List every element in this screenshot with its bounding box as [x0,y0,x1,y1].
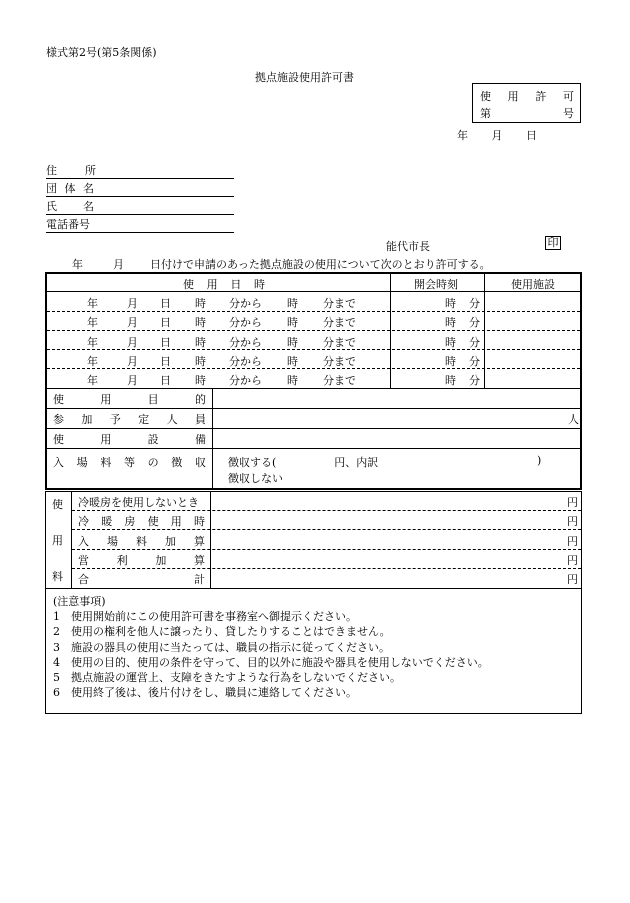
fee-amount-field[interactable] [212,571,564,587]
date-row-hour: 時 [195,354,206,368]
permission-statement: 年 月 日付けで申請のあった拠点施設の使用について次のとおり許可する。 [72,258,491,271]
date-row-open-hour: 時 [445,335,456,349]
date-row-month: 月 [127,374,138,388]
date-row-hour: 時 [195,316,206,330]
group-name-field[interactable]: 団 体 名 [46,180,234,197]
date-row-day: 日 [160,316,171,330]
date-row-day: 日 [160,374,171,388]
note-item: 1 使用開始前にこの使用許可書を事務室へ御提示ください。 [53,610,357,624]
date-row-hour2: 時 [287,316,298,330]
date-row[interactable] [47,372,580,388]
date-row-open-hour: 時 [445,297,456,310]
fee-table [45,491,582,589]
notes-box [45,589,582,714]
attendees-field[interactable] [213,409,568,427]
header-facility: 使用施設 [511,278,555,291]
date-row-open-min: 分 [469,316,480,330]
date-row-year: 年 [87,297,98,310]
date-row-month: 月 [127,316,138,330]
date-row-until: 分まで [323,374,356,388]
date-row[interactable] [47,314,580,330]
date-row-from: 分から [229,335,262,349]
permit-number-row: 第 号 [480,107,574,120]
date-row-open-min: 分 [469,374,480,388]
date-row-day: 日 [160,354,171,368]
date-row-year: 年 [87,316,98,330]
issue-date: 年 月 日 [457,129,537,142]
fee-row-label: 入 場 料 加 算 [78,534,205,548]
date-row-hour: 時 [195,374,206,388]
equipment-field[interactable] [213,429,580,447]
fee-row-label: 合 計 [78,573,205,587]
fee-amount-field[interactable] [212,552,564,568]
date-row-hour2: 時 [287,335,298,349]
fee-side-label-2: 用 [52,534,63,547]
fee-collect-option[interactable]: 徴収する( 円、内訳 [228,456,379,469]
form-number: 様式第2号(第5条関係) [46,46,157,59]
date-row-year: 年 [87,374,98,388]
date-row[interactable] [47,334,580,350]
fee-unit: 円 [567,515,578,529]
date-row[interactable] [47,353,580,369]
purpose-field[interactable] [213,389,580,407]
page-title: 拠点施設使用許可書 [255,71,354,84]
fee-row-label: 冷暖房を使用しないとき [78,496,199,509]
date-row-hour2: 時 [287,297,298,310]
date-row-from: 分から [229,354,262,368]
fee-no-collect-option[interactable]: 徴収しない [228,472,283,485]
date-row-hour2: 時 [287,354,298,368]
phone-field[interactable]: 電話番号 [46,216,234,233]
date-row-open-min: 分 [469,335,480,349]
date-row-from: 分から [229,374,262,388]
date-row-until: 分まで [323,335,356,349]
fee-amount-field[interactable] [212,533,564,549]
note-item: 2 使用の権利を他人に譲ったり、貸したりすることはできません。 [53,625,391,639]
date-row-from: 分から [229,297,262,310]
header-datetime: 使 用 日 時 [183,278,265,291]
date-row[interactable] [47,295,580,311]
date-row-month: 月 [127,297,138,310]
date-row-open-hour: 時 [445,316,456,330]
date-row-month: 月 [127,335,138,349]
permit-label-row: 使 用 許 可 [480,90,574,103]
fee-unit: 円 [567,553,578,567]
date-row-hour: 時 [195,335,206,349]
usage-table [45,272,582,490]
issuer-name: 能代市長 [386,240,430,253]
name-field[interactable]: 氏 名 [46,198,234,215]
fee-collect-close: ) [537,454,542,467]
date-row-open-hour: 時 [445,374,456,388]
fee-unit: 円 [567,573,578,587]
date-row-open-hour: 時 [445,354,456,368]
date-row-hour2: 時 [287,374,298,388]
attendees-label: 参 加 予 定 人 員 [53,413,206,426]
fee-amount-field[interactable] [212,494,564,510]
fee-side-label-1: 使 [52,498,63,511]
equipment-label: 使 用 設 備 [53,433,206,446]
fee-amount-field[interactable] [212,513,564,529]
date-row-open-min: 分 [469,297,480,310]
date-row-until: 分まで [323,354,356,368]
note-item: 4 使用の目的、使用の条件を守って、目的以外に施設や器具を使用しないでください。 [53,655,489,669]
note-item: 6 使用終了後は、後片付けをし、職員に連絡してください。 [53,686,357,700]
fee-row-label: 冷 暖 房 使 用 時 [78,515,205,529]
date-row-until: 分まで [323,316,356,330]
attendees-unit: 人 [568,413,579,426]
permit-number-box [472,83,581,123]
fee-unit: 円 [567,534,578,548]
address-field[interactable]: 住 所 [46,162,234,179]
date-row-day: 日 [160,297,171,310]
date-row-year: 年 [87,354,98,368]
fee-collection-label: 入 場 料 等 の 徴 収 [53,456,206,469]
fee-unit: 円 [567,496,578,509]
date-row-from: 分から [229,316,262,330]
note-item: 5 拠点施設の運営上、支障をきたすような行為をしないでください。 [53,671,401,685]
fee-row-label: 営 利 加 算 [78,553,205,567]
date-row-month: 月 [127,354,138,368]
seal-mark: 印 [545,236,561,250]
note-item: 3 施設の器具の使用に当たっては、職員の指示に従ってください。 [53,640,390,654]
notes-heading: (注意事項) [53,595,106,608]
date-row-hour: 時 [195,297,206,310]
date-row-day: 日 [160,335,171,349]
fee-side-label-3: 料 [52,570,63,583]
date-row-open-min: 分 [469,354,480,368]
purpose-label: 使 用 目 的 [53,393,206,406]
header-start-time: 開会時刻 [414,278,458,291]
date-row-until: 分まで [323,297,356,310]
date-row-year: 年 [87,335,98,349]
